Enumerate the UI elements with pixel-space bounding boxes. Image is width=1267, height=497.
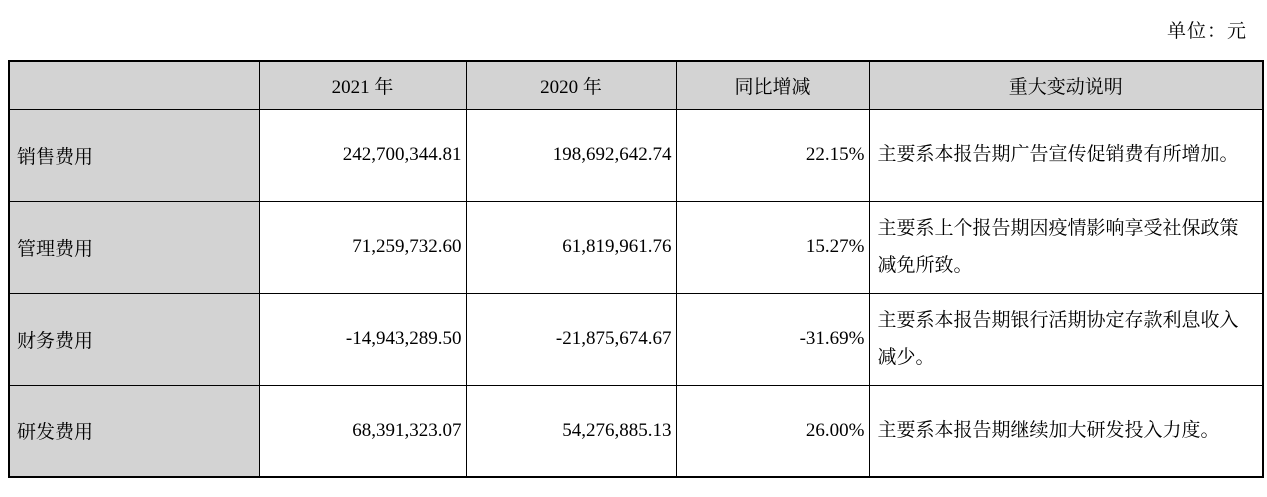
- value-2020-cell: 61,819,961.76: [466, 201, 676, 293]
- table-row: [9, 385, 1263, 477]
- table-row: [9, 109, 1263, 201]
- row-label-cell: 管理费用: [9, 201, 259, 293]
- table-row: [9, 293, 1263, 385]
- value-2021-cell: 68,391,323.07: [259, 385, 466, 477]
- value-2021-cell: 242,700,344.81: [259, 109, 466, 201]
- row-label-cell: 销售费用: [9, 109, 259, 201]
- expense-table: [8, 60, 1264, 478]
- value-2020-cell: -21,875,674.67: [466, 293, 676, 385]
- header-item-column: [9, 61, 259, 109]
- value-2021-cell: 71,259,732.60: [259, 201, 466, 293]
- header-2020: 2020 年: [466, 61, 676, 109]
- value-2020-cell: 198,692,642.74: [466, 109, 676, 201]
- header-yoy-change: 同比增减: [676, 61, 869, 109]
- note-cell: 主要系本报告期继续加大研发投入力度。: [869, 385, 1263, 477]
- table-row: [9, 201, 1263, 293]
- note-cell: 主要系上个报告期因疫情影响享受社保政策减免所致。: [869, 201, 1263, 293]
- yoy-change-cell: -31.69%: [676, 293, 869, 385]
- header-2021: 2021 年: [259, 61, 466, 109]
- value-2020-cell: 54,276,885.13: [466, 385, 676, 477]
- note-cell: 主要系本报告期广告宣传促销费有所增加。: [869, 109, 1263, 201]
- unit-label: 单位：元: [1166, 21, 1247, 42]
- table-header-row: [9, 61, 1263, 109]
- value-2021-cell: -14,943,289.50: [259, 293, 466, 385]
- row-label-cell: 研发费用: [9, 385, 259, 477]
- yoy-change-cell: 22.15%: [676, 109, 869, 201]
- yoy-change-cell: 26.00%: [676, 385, 869, 477]
- row-label-cell: 财务费用: [9, 293, 259, 385]
- note-cell: 主要系本报告期银行活期协定存款利息收入减少。: [869, 293, 1263, 385]
- header-major-change-note: 重大变动说明: [869, 61, 1263, 109]
- yoy-change-cell: 15.27%: [676, 201, 869, 293]
